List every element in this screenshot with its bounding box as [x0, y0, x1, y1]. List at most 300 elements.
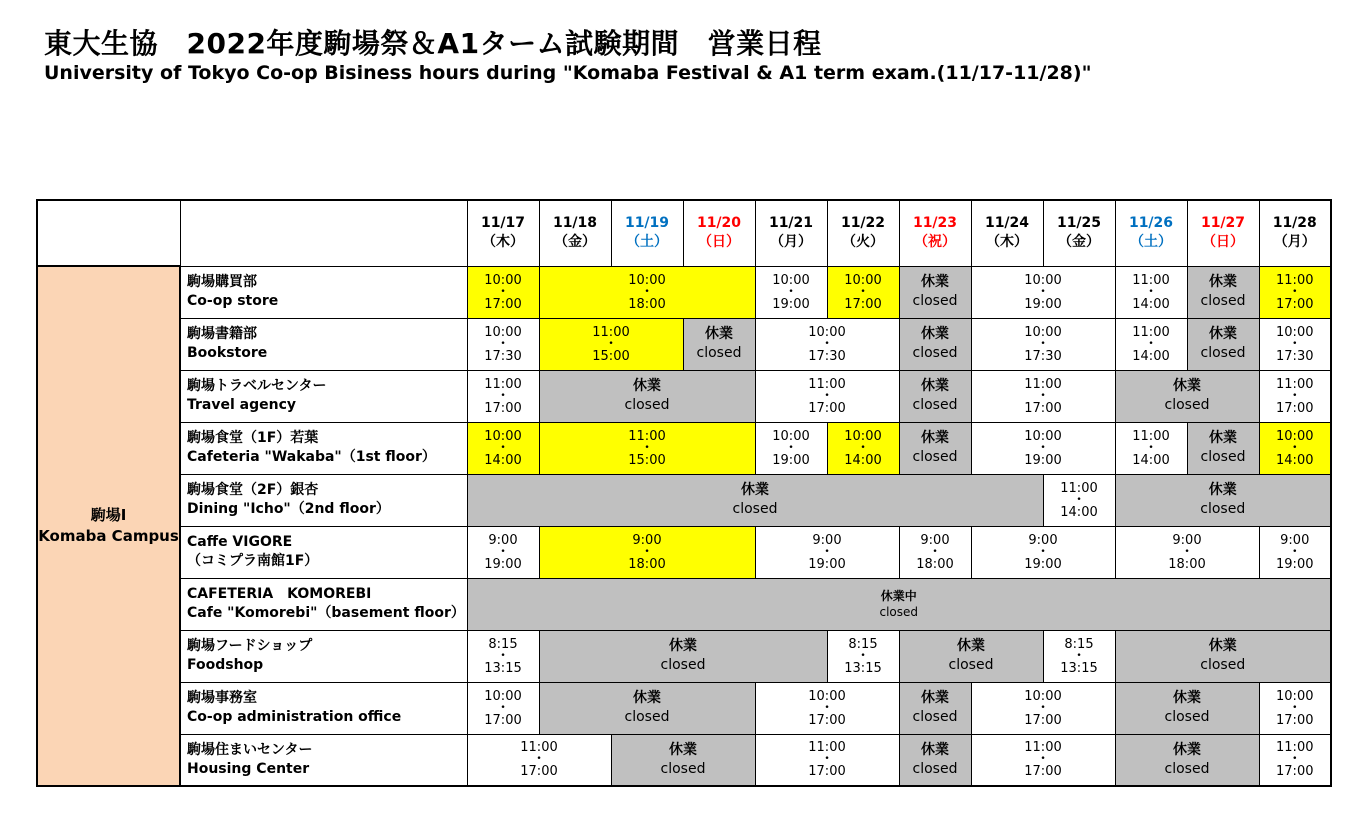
open-time: 10:00: [844, 272, 882, 288]
store-name-cell: [180, 682, 467, 734]
hours-cell: [1259, 526, 1331, 578]
closed-label-ja: 休業: [921, 690, 949, 706]
closed-label-en: closed: [1164, 709, 1210, 725]
date-header-10: [1115, 200, 1187, 266]
hours-cell: [1115, 526, 1259, 578]
hours-cell: [467, 526, 539, 578]
hours-cell: [971, 422, 1115, 474]
closed-cell: [1115, 630, 1331, 682]
date-label: 11/18: [552, 215, 598, 232]
open-time: 10:00: [484, 272, 522, 288]
closed-label-en: closed: [732, 501, 778, 517]
hours-cell: [539, 422, 755, 474]
close-time: 19:00: [1024, 452, 1062, 468]
separator-dot: •: [824, 702, 830, 713]
close-time: 19:00: [772, 452, 810, 468]
date-label: 11/17: [480, 215, 526, 232]
store-name-en: Cafeteria "Wakaba"（1st floor）: [187, 449, 436, 465]
hours-cell: [1259, 422, 1331, 474]
separator-dot: •: [824, 390, 830, 401]
closed-label-en: closed: [1200, 293, 1246, 309]
close-time: 17:00: [808, 712, 846, 728]
open-time: 10:00: [1024, 688, 1062, 704]
store-name-en: Co-op administration office: [187, 709, 402, 725]
hours-cell: [755, 266, 827, 318]
closed-label-ja: 休業: [705, 326, 733, 342]
store-row: [37, 734, 1331, 786]
close-time: 17:00: [844, 296, 882, 312]
close-time: 14:00: [1060, 504, 1098, 520]
date-header-11: [1187, 200, 1259, 266]
close-time: 13:15: [484, 660, 522, 676]
close-time: 15:00: [628, 452, 666, 468]
separator-dot: •: [536, 754, 542, 765]
closed-label-ja: 休業: [1173, 690, 1201, 706]
closed-label-en: closed: [660, 657, 706, 673]
store-name-ja: Caffe VIGORE: [187, 534, 293, 550]
weekday-label: （木）: [986, 234, 1028, 251]
hours-cell: [1259, 370, 1331, 422]
hours-cell: [755, 422, 827, 474]
date-header-5: [755, 200, 827, 266]
store-name-ja: CAFETERIA KOMOREBI: [187, 586, 372, 602]
separator-dot: •: [1292, 338, 1298, 349]
close-time: 13:15: [844, 660, 882, 676]
hours-cell: [755, 682, 899, 734]
open-time: 11:00: [808, 740, 846, 756]
separator-dot: •: [500, 286, 506, 297]
close-time: 17:30: [808, 348, 846, 364]
hours-cell: [467, 266, 539, 318]
separator-dot: •: [824, 754, 830, 765]
open-time: 9:00: [632, 532, 662, 548]
close-time: 17:30: [1276, 348, 1314, 364]
separator-dot: •: [500, 442, 506, 453]
hours-cell: [827, 630, 899, 682]
open-time: 11:00: [1024, 376, 1062, 392]
close-time: 14:00: [1276, 452, 1314, 468]
hours-cell: [755, 318, 899, 370]
closed-label-ja: 休業: [921, 326, 949, 342]
store-name-ja: 駒場購買部: [187, 274, 257, 290]
hours-cell: [971, 370, 1115, 422]
store-name-cell: [180, 526, 467, 578]
separator-dot: •: [1040, 442, 1046, 453]
separator-dot: •: [788, 286, 794, 297]
open-time: 10:00: [772, 272, 810, 288]
hours-cell: [467, 734, 611, 786]
date-header-9: [1043, 200, 1115, 266]
store-name-en: Cafe "Komorebi"（basement floor）: [187, 605, 465, 621]
closed-cell: [467, 578, 1331, 630]
store-name-en: Co-op store: [187, 293, 279, 309]
separator-dot: •: [1148, 338, 1154, 349]
date-header-row: [37, 200, 1331, 266]
date-header-7: [899, 200, 971, 266]
closed-cell: [1115, 682, 1259, 734]
separator-dot: •: [1292, 390, 1298, 401]
closed-label-ja: 休業: [669, 741, 697, 758]
open-time: 9:00: [1280, 532, 1310, 548]
closed-label-en: closed: [879, 605, 919, 619]
separator-dot: •: [932, 546, 938, 557]
date-header-3: [611, 200, 683, 266]
close-time: 15:00: [592, 348, 630, 364]
closed-label-ja: 休業: [1208, 638, 1237, 654]
close-time: 17:00: [1276, 296, 1314, 312]
store-name-ja: 駒場フードショップ: [187, 638, 313, 654]
weekday-label: （月）: [1273, 234, 1316, 251]
closed-label-en: closed: [1200, 657, 1246, 673]
close-time: 14:00: [844, 452, 882, 468]
closed-label-ja: 休業中: [880, 589, 917, 603]
close-time: 14:00: [1132, 348, 1170, 364]
open-time: 10:00: [1024, 324, 1062, 340]
closed-label-ja: 休業: [957, 638, 985, 654]
store-name-en: Dining "Icho"（2nd floor）: [187, 501, 390, 517]
separator-dot: •: [1076, 650, 1082, 661]
separator-dot: •: [1292, 702, 1298, 713]
closed-cell: [1187, 422, 1259, 474]
open-time: 11:00: [520, 740, 558, 756]
close-time: 18:00: [628, 296, 666, 312]
separator-dot: •: [500, 702, 506, 713]
hours-cell: [971, 526, 1115, 578]
date-header-12: [1259, 200, 1331, 266]
closed-cell: [539, 630, 827, 682]
weekday-label: （土）: [626, 234, 668, 251]
hours-cell: [467, 682, 539, 734]
page-subtitle: University of Tokyo Co-op Bisiness hours during "Komaba Festival & A1 term exam.(11/17-11/28)": [44, 62, 1092, 84]
store-name-cell: [180, 474, 467, 526]
store-name-en: Travel agency: [187, 397, 297, 413]
hours-cell: [1259, 682, 1331, 734]
closed-label-ja: 休業: [1173, 741, 1201, 758]
separator-dot: •: [644, 286, 650, 297]
open-time: 10:00: [1276, 688, 1314, 704]
hours-cell: [899, 526, 971, 578]
date-label: 11/27: [1200, 215, 1246, 232]
closed-cell: [611, 734, 755, 786]
close-time: 17:00: [484, 296, 522, 312]
separator-dot: •: [1040, 338, 1046, 349]
separator-dot: •: [860, 286, 866, 297]
hours-cell: [539, 526, 755, 578]
open-time: 10:00: [484, 428, 522, 444]
open-time: 8:15: [1064, 636, 1094, 652]
separator-dot: •: [1040, 702, 1046, 713]
close-time: 17:00: [1024, 712, 1062, 728]
store-name-cell: [180, 422, 467, 474]
closed-label-en: closed: [912, 449, 958, 465]
store-header-cell: [180, 200, 467, 266]
separator-dot: •: [1292, 442, 1298, 453]
store-row: [37, 266, 1331, 318]
campus-name-ja: 駒場Ⅰ: [90, 506, 127, 524]
closed-cell: [539, 682, 755, 734]
open-time: 10:00: [772, 428, 810, 444]
closed-cell: [1115, 370, 1259, 422]
close-time: 17:30: [1024, 348, 1062, 364]
separator-dot: •: [1292, 286, 1298, 297]
weekday-label: （日）: [698, 234, 740, 251]
closed-cell: [1115, 474, 1331, 526]
store-name-cell: [180, 266, 467, 318]
closed-cell: [899, 370, 971, 422]
separator-dot: •: [860, 650, 866, 661]
closed-label-ja: 休業: [1209, 326, 1237, 342]
close-time: 17:00: [1276, 712, 1314, 728]
closed-cell: [899, 734, 971, 786]
closed-label-ja: 休業: [921, 430, 949, 446]
weekday-label: （火）: [842, 234, 884, 251]
weekday-label: （月）: [770, 234, 812, 251]
store-name-cell: [180, 318, 467, 370]
hours-cell: [467, 370, 539, 422]
open-time: 11:00: [1024, 740, 1062, 756]
close-time: 14:00: [484, 452, 522, 468]
closed-label-en: closed: [1164, 760, 1210, 777]
closed-label-ja: 休業: [921, 274, 949, 290]
closed-label-ja: 休業: [921, 741, 949, 758]
store-name-cell: [180, 370, 467, 422]
closed-label-en: closed: [912, 760, 958, 777]
separator-dot: •: [608, 338, 614, 349]
store-row: [37, 630, 1331, 682]
hours-cell: [971, 318, 1115, 370]
open-time: 10:00: [1024, 428, 1062, 444]
closed-label-en: closed: [912, 709, 958, 725]
date-header-6: [827, 200, 899, 266]
open-time: 8:15: [848, 636, 878, 652]
hours-cell: [1259, 734, 1331, 786]
weekday-label: （土）: [1130, 234, 1172, 251]
close-time: 19:00: [808, 556, 846, 572]
date-label: 11/19: [624, 215, 670, 232]
hours-cell: [539, 318, 683, 370]
hours-cell: [971, 682, 1115, 734]
closed-cell: [683, 318, 755, 370]
open-time: 10:00: [1276, 428, 1314, 444]
closed-cell: [899, 630, 1043, 682]
hours-cell: [1043, 474, 1115, 526]
page-title: 東大生協 2022年度駒場祭＆A1ターム試験期間 営業日程: [44, 27, 822, 60]
close-time: 17:00: [520, 764, 558, 780]
open-time: 10:00: [484, 324, 522, 340]
date-header-2: [539, 200, 611, 266]
store-name-ja: 駒場住まいセンター: [187, 741, 313, 758]
store-row: [37, 318, 1331, 370]
store-row: [37, 526, 1331, 578]
separator-dot: •: [1040, 390, 1046, 401]
close-time: 17:30: [484, 348, 522, 364]
hours-cell: [827, 422, 899, 474]
close-time: 18:00: [1168, 556, 1206, 572]
close-time: 19:00: [772, 296, 810, 312]
store-name-en: Bookstore: [187, 345, 268, 361]
hours-cell: [755, 370, 899, 422]
open-time: 9:00: [1172, 532, 1202, 548]
date-label: 11/28: [1272, 215, 1317, 232]
closed-label-en: closed: [1164, 397, 1210, 413]
closed-cell: [899, 266, 971, 318]
separator-dot: •: [1148, 286, 1154, 297]
open-time: 9:00: [812, 532, 842, 548]
close-time: 19:00: [1276, 556, 1314, 572]
weekday-label: （金）: [554, 234, 596, 251]
store-name-en: Housing Center: [187, 760, 310, 777]
closed-cell: [539, 370, 755, 422]
weekday-label: （日）: [1202, 234, 1244, 251]
closed-label-ja: 休業: [741, 482, 769, 498]
open-time: 10:00: [628, 272, 666, 288]
open-time: 11:00: [1276, 376, 1314, 392]
closed-cell: [467, 474, 1043, 526]
closed-label-en: closed: [624, 397, 670, 413]
closed-label-en: closed: [624, 709, 670, 725]
separator-dot: •: [644, 442, 650, 453]
open-time: 10:00: [844, 428, 882, 444]
separator-dot: •: [1292, 754, 1298, 765]
closed-label-en: closed: [660, 760, 706, 777]
open-time: 10:00: [1024, 272, 1062, 288]
closed-cell: [899, 318, 971, 370]
close-time: 17:00: [1024, 400, 1062, 416]
date-label: 11/21: [768, 215, 814, 232]
closed-label-ja: 休業: [1209, 274, 1237, 290]
separator-dot: •: [824, 546, 830, 557]
store-name-ja: 駒場書籍部: [187, 326, 257, 342]
campus-cell: [37, 266, 180, 786]
store-name-cell: [180, 578, 467, 630]
open-time: 10:00: [484, 688, 522, 704]
separator-dot: •: [860, 442, 866, 453]
open-time: 11:00: [1132, 272, 1170, 288]
store-name-ja: 駒場食堂（2F）銀杏: [187, 482, 319, 498]
closed-cell: [1115, 734, 1259, 786]
hours-cell: [467, 630, 539, 682]
close-time: 18:00: [916, 556, 954, 572]
separator-dot: •: [1040, 754, 1046, 765]
hours-cell: [467, 422, 539, 474]
separator-dot: •: [824, 338, 830, 349]
date-header-8: [971, 200, 1043, 266]
close-time: 17:00: [1276, 400, 1314, 416]
store-name-ja: 駒場食堂（1F）若葉: [187, 430, 319, 446]
close-time: 14:00: [1132, 452, 1170, 468]
open-time: 11:00: [1276, 272, 1314, 288]
date-label: 11/26: [1128, 215, 1174, 232]
close-time: 19:00: [1024, 296, 1062, 312]
open-time: 11:00: [808, 376, 846, 392]
open-time: 11:00: [1276, 740, 1314, 756]
store-name-cell: [180, 630, 467, 682]
store-row: [37, 682, 1331, 734]
open-time: 10:00: [808, 688, 846, 704]
schedule-table: [36, 199, 1332, 787]
date-label: 11/20: [696, 215, 742, 232]
closed-label-en: closed: [912, 345, 958, 361]
hours-cell: [1115, 266, 1187, 318]
store-row: [37, 422, 1331, 474]
closed-label-en: closed: [948, 657, 994, 673]
close-time: 17:00: [484, 400, 522, 416]
separator-dot: •: [1040, 286, 1046, 297]
store-row: [37, 578, 1331, 630]
close-time: 13:15: [1060, 660, 1098, 676]
close-time: 18:00: [628, 556, 666, 572]
hours-cell: [755, 734, 899, 786]
closed-cell: [899, 682, 971, 734]
hours-cell: [539, 266, 755, 318]
open-time: 10:00: [1276, 324, 1314, 340]
separator-dot: •: [500, 546, 506, 557]
close-time: 17:00: [808, 400, 846, 416]
hours-cell: [827, 266, 899, 318]
separator-dot: •: [500, 390, 506, 401]
campus-name-en: Komaba Campus: [38, 527, 179, 545]
closed-label-en: closed: [1200, 501, 1246, 517]
close-time: 17:00: [808, 764, 846, 780]
closed-label-ja: 休業: [1208, 482, 1237, 498]
separator-dot: •: [1076, 494, 1082, 505]
hours-cell: [1043, 630, 1115, 682]
hours-cell: [971, 266, 1115, 318]
weekday-label: （木）: [482, 234, 524, 251]
close-time: 19:00: [484, 556, 522, 572]
closed-label-en: closed: [696, 345, 742, 361]
store-name-cell: [180, 734, 467, 786]
close-time: 19:00: [1024, 556, 1062, 572]
separator-dot: •: [500, 338, 506, 349]
date-label: 11/25: [1056, 215, 1102, 232]
separator-dot: •: [644, 546, 650, 557]
separator-dot: •: [1184, 546, 1190, 557]
open-time: 11:00: [1132, 428, 1170, 444]
date-header-1: [467, 200, 539, 266]
closed-cell: [899, 422, 971, 474]
hours-cell: [1259, 266, 1331, 318]
closed-label-en: closed: [1200, 449, 1246, 465]
store-name-en: （コミプラ南館1F）: [187, 553, 319, 569]
close-time: 14:00: [1132, 296, 1170, 312]
store-row: [37, 370, 1331, 422]
store-name-en: Foodshop: [187, 657, 264, 673]
open-time: 11:00: [592, 324, 630, 340]
open-time: 9:00: [1028, 532, 1058, 548]
closed-label-ja: 休業: [1209, 430, 1237, 446]
store-name-ja: 駒場事務室: [187, 690, 257, 706]
separator-dot: •: [1040, 546, 1046, 557]
closed-label-en: closed: [1200, 345, 1246, 361]
closed-label-ja: 休業: [1173, 378, 1201, 394]
open-time: 11:00: [1132, 324, 1170, 340]
hours-cell: [1115, 422, 1187, 474]
separator-dot: •: [1292, 546, 1298, 557]
open-time: 11:00: [628, 428, 666, 444]
hours-cell: [1259, 318, 1331, 370]
open-time: 11:00: [484, 376, 522, 392]
close-time: 17:00: [1276, 764, 1314, 780]
open-time: 9:00: [488, 532, 518, 548]
hours-cell: [467, 318, 539, 370]
weekday-label: （金）: [1058, 234, 1100, 251]
closed-label-en: closed: [912, 397, 958, 413]
separator-dot: •: [1148, 442, 1154, 453]
hours-cell: [755, 526, 899, 578]
store-row: [37, 474, 1331, 526]
corner-cell: [37, 200, 180, 266]
